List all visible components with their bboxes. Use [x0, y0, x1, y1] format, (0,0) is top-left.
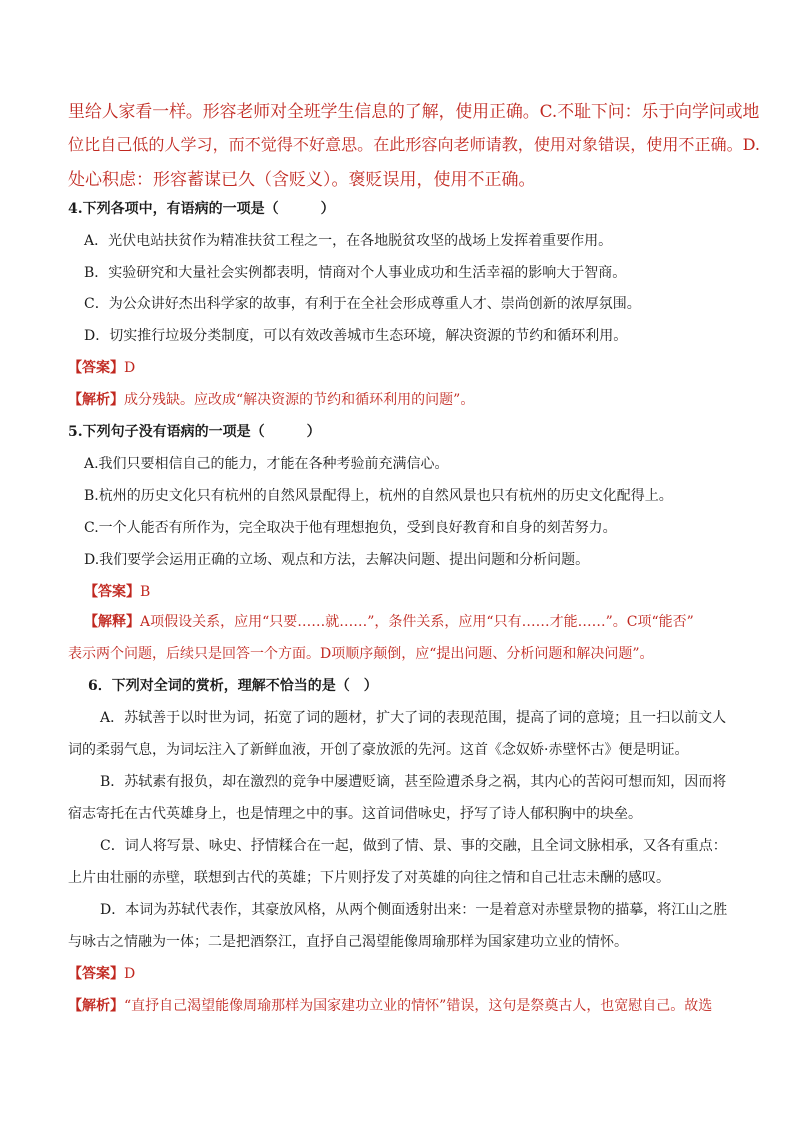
analysis-tag: 【解释】	[84, 614, 140, 630]
intro-line-3: 处心积虑：形容蓄谋已久（含贬义）。褒贬误用，使用不正确。	[68, 170, 536, 190]
answer-tag: 【答案】	[68, 966, 124, 982]
q6-option-c-line-1: C．词人将写景、咏史、抒情糅合在一起，做到了情、景、事的交融，且全词文脉相承，又各有重点：	[100, 838, 727, 854]
q5-analysis-line-2: 表示两个问题，后续只是回答一个方面。D项顺序颠倒，应“提出问题、分析问题和解决问题”。	[68, 646, 654, 662]
q4-answer	[68, 357, 135, 377]
q6-option-a-line-2: 词的柔弱气息，为词坛注入了新鲜血液，开创了豪放派的先河。这首《念奴娇·赤壁怀古》便是明证。	[68, 742, 689, 758]
q6-option-d-line-1: D．本词为苏轼代表作，其豪放风格，从两个侧面透射出来：一是着意对赤壁景物的描摹，将江山之胜	[100, 902, 728, 918]
answer-value: B	[140, 584, 151, 600]
q4-option-a: A．光伏电站扶贫作为精准扶贫工程之一，在各地脱贫攻坚的战场上发挥着重要作用。	[84, 233, 613, 249]
q4-analysis	[68, 389, 474, 409]
analysis-text: A项假设关系，应用“只要……就……”，条件关系，应用“只有……才能……”。C项“能否”	[140, 614, 694, 630]
question-5-title: 5.下列句子没有语病的一项是（ ）	[68, 424, 321, 440]
answer-value: D	[124, 360, 136, 376]
q4-option-c: C．为公众讲好杰出科学家的故事，有利于在全社会形成尊重人才、崇尚创新的浓厚氛围。	[84, 296, 641, 312]
q6-option-b-line-2: 宿志寄托在古代英雄身上，也是情理之中的事。这首词借咏史，抒写了诗人郁积胸中的块垒。	[68, 806, 642, 822]
analysis-tag: 【解析】	[68, 998, 124, 1014]
analysis-tag: 【解析】	[68, 392, 124, 408]
q5-option-d: D.我们要学会运用正确的立场、观点和方法，去解决问题、提出问题和分析问题。	[84, 552, 590, 568]
intro-line-1: 里给人家看一样。形容老师对全班学生信息的了解，使用正确。C.不耻下问：乐于向学问或地	[68, 101, 760, 121]
q6-analysis	[68, 995, 712, 1015]
q6-answer	[68, 963, 135, 983]
q5-option-a: A.我们只要相信自己的能力，才能在各种考验前充满信心。	[84, 456, 449, 472]
answer-value: D	[124, 966, 136, 982]
analysis-text: “直抒自己渴望能像周瑜那样为国家建功立业的情怀”错误，这句是祭奠古人，也宽慰自己。故选	[124, 998, 713, 1014]
q6-option-a-line-1: A．苏轼善于以时世为词，拓宽了词的题材，扩大了词的表现范围，提高了词的意境；且一扫以前文人	[100, 710, 727, 726]
q5-answer	[84, 581, 150, 601]
q4-option-d: D．切实推行垃圾分类制度，可以有效改善城市生态环境，解决资源的节约和循环利用。	[84, 328, 628, 344]
question-4-title: 4.下列各项中，有语病的一项是（ ）	[68, 201, 335, 217]
q6-option-c-line-2: 上片由壮丽的赤壁，联想到古代的英雄；下片则抒发了对英雄的向往之情和自己壮志未酬的感叹。	[68, 870, 670, 886]
q6-option-b-line-1: B．苏轼素有报负，却在激烈的竞争中屡遭贬谪，甚至险遭杀身之祸，其内心的苦闷可想而知，因而将	[100, 774, 727, 790]
q6-option-d-line-2: 与咏古之情融为一体；二是把酒祭江，直抒自己渴望能像周瑜那样为国家建功立业的情怀。	[68, 934, 628, 950]
analysis-text: 成分残缺。应改成“解决资源的节约和循环利用的问题”。	[124, 392, 475, 408]
q5-option-b: B.杭州的历史文化只有杭州的自然风景配得上，杭州的自然风景也只有杭州的历史文化配得上。	[84, 488, 673, 504]
intro-line-2: 位比自己低的人学习，而不觉得不好意思。在此形容向老师请教，使用对象错误，使用不正确。D.	[68, 135, 761, 154]
q5-analysis-line-1	[84, 611, 694, 631]
question-6-title: 6．下列对全词的赏析，理解不恰当的是（ ）	[88, 678, 378, 694]
q5-option-c: C.一个人能否有所作为，完全取决于他有理想抱负，受到良好教育和自身的刻苦努力。	[84, 520, 617, 536]
answer-tag: 【答案】	[84, 584, 140, 600]
q4-option-b: B．实验研究和大量社会实例都表明，情商对个人事业成功和生活幸福的影响大于智商。	[84, 265, 627, 281]
answer-tag: 【答案】	[68, 360, 124, 376]
